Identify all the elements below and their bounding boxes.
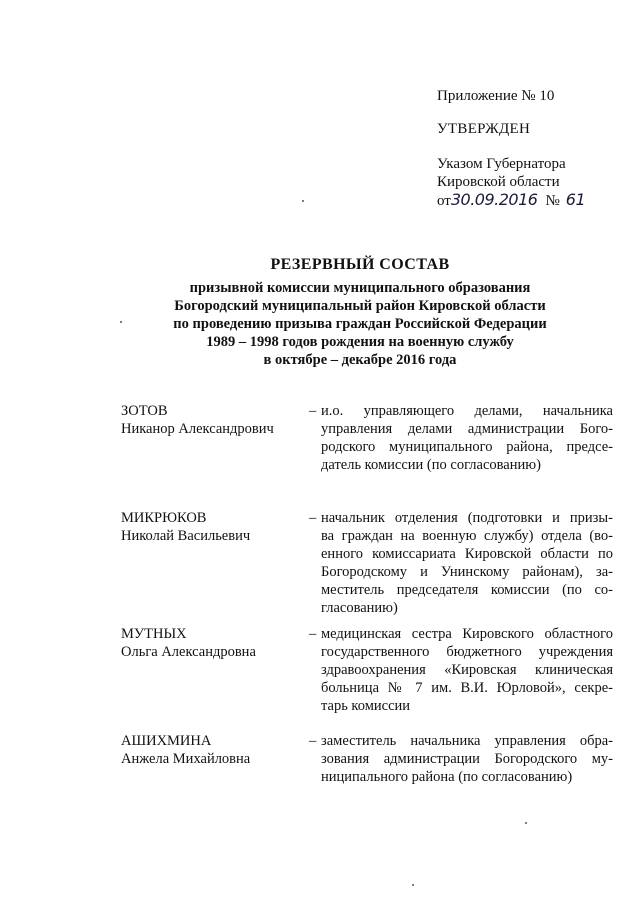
member-name: Никанор Александрович — [121, 421, 274, 437]
member-dash: – — [309, 403, 317, 419]
member-dash: – — [309, 626, 317, 642]
scan-speck — [120, 321, 122, 323]
date-prefix: от — [437, 193, 451, 209]
member-entry — [121, 732, 613, 802]
member-name: Николай Васильевич — [121, 528, 251, 544]
decree-line-2: Кировской области — [437, 174, 560, 190]
member-role — [321, 732, 613, 786]
title-line: Богородский муниципальный район Кировской области — [174, 298, 546, 314]
scan-speck — [412, 884, 414, 886]
appendix-label: Приложение № 10 — [437, 88, 555, 104]
decree-line-1: Указом Губернатора — [437, 156, 566, 172]
role-line: и.о. управляющего делами, начальника — [321, 403, 613, 419]
scan-speck — [302, 200, 304, 202]
role-line: медицинская сестра Кировского областного — [321, 626, 613, 642]
role-line: Богородскому и Унинскому районам), за- — [321, 564, 613, 580]
role-line: здравоохранения «Кировская клиническая — [321, 662, 613, 678]
member-surname: АШИХМИНА — [121, 733, 212, 749]
role-line: тарь комиссии — [321, 698, 411, 714]
role-line: ва граждан на военную службу) отдела (во- — [321, 528, 613, 544]
role-line: меститель председателя комиссии (по со- — [321, 582, 613, 598]
decree-date-line — [437, 191, 585, 210]
member-surname: МУТНЫХ — [121, 626, 187, 642]
role-line: заместитель начальника управления обра- — [321, 733, 613, 749]
handwritten-number: 61 — [565, 190, 586, 209]
member-entry — [121, 625, 613, 732]
title-line: призывной комиссии муниципального образования — [189, 280, 531, 296]
member-role — [321, 509, 613, 617]
member-name: Анжела Михайловна — [121, 751, 251, 767]
member-name: Ольга Александровна — [121, 644, 256, 660]
member-surname: ЗОТОВ — [121, 403, 168, 419]
role-line: зования администрации Богородского му- — [321, 751, 613, 767]
member-entry — [121, 402, 613, 509]
member-role — [321, 625, 613, 715]
member-entry — [121, 509, 613, 625]
handwritten-date: 30.09.2016 — [450, 190, 538, 209]
decree-reference — [437, 155, 585, 210]
title-line: по проведению призыва граждан Российской Федерации — [173, 316, 547, 332]
document-title — [120, 256, 600, 369]
number-label: № — [545, 193, 560, 209]
title-main: РЕЗЕРВНЫЙ СОСТАВ — [270, 256, 450, 273]
role-line: управления делами администрации Бого- — [321, 421, 613, 437]
members-list — [121, 402, 613, 802]
title-line: 1989 – 1998 годов рождения на военную службу — [206, 334, 514, 350]
scan-speck — [525, 822, 527, 824]
member-dash: – — [309, 510, 317, 526]
role-line: родского муниципального района, предсе- — [321, 439, 613, 455]
approved-label: УТВЕРЖДЕН — [437, 121, 531, 137]
role-line: больница № 7 им. В.И. Юрловой», секре- — [321, 680, 613, 696]
role-line: государственного бюджетного учреждения — [321, 644, 613, 660]
role-line: ниципального района (по согласованию) — [321, 769, 573, 785]
member-dash: – — [309, 733, 317, 749]
role-line: енного комиссариата Кировской области по — [321, 546, 613, 562]
role-line: датель комиссии (по согласованию) — [321, 457, 541, 473]
role-line: начальник отделения (подготовки и призы- — [321, 510, 613, 526]
role-line: гласованию) — [321, 600, 398, 616]
member-role — [321, 402, 613, 474]
title-line: в октябре – декабре 2016 года — [263, 352, 457, 368]
member-surname: МИКРЮКОВ — [121, 510, 207, 526]
